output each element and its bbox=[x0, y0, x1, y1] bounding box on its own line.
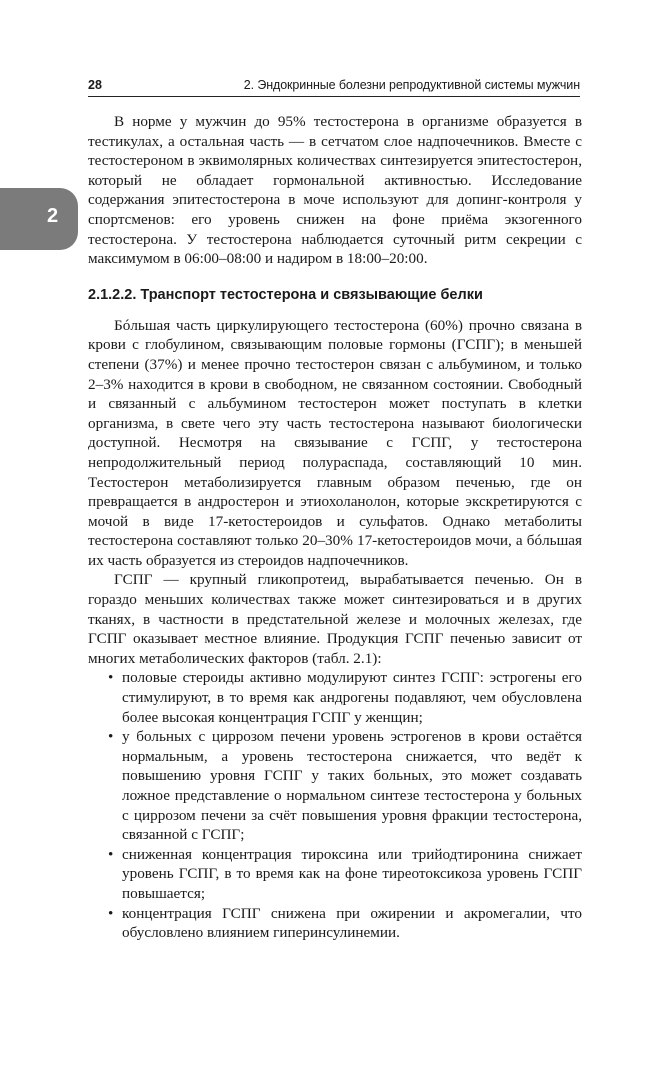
list-item bbox=[88, 904, 582, 943]
list-item bbox=[88, 668, 582, 727]
bullet-icon: • bbox=[108, 904, 114, 922]
paragraph-3: ГСПГ — крупный гликопротеид, вырабатывается печенью. Он в гораздо меньших количествах также может синтезироваться и в других тканях, в частности в предстательной железе и молочных железах, где ГСПГ оказывает местное влияние. Продукция ГСПГ печенью зависит от многих метаболических факторов (табл. 2.1): bbox=[88, 571, 582, 667]
bullet-icon: • bbox=[108, 669, 114, 687]
page-body bbox=[88, 112, 582, 943]
list-item-text: половые стероиды активно модулируют синтез ГСПГ: эстрогены его стимулируют, в то время как андрогены подавляют, чем обусловлена более высокая концентрация ГСПГ у женщин; bbox=[122, 669, 582, 726]
list-item bbox=[88, 845, 582, 904]
chapter-tab-label: 2 bbox=[47, 205, 59, 227]
section-heading: 2.1.2.2. Транспорт тестостерона и связывающие белки bbox=[88, 286, 483, 303]
list-item bbox=[88, 727, 582, 845]
running-title: 2. Эндокринные болезни репродуктивной системы мужчин bbox=[243, 78, 580, 92]
chapter-tab bbox=[0, 188, 78, 250]
list-item-text: у больных с циррозом печени уровень эстрогенов в крови остаётся нормальным, а уровень тестостерона снижается, что ведёт к повышению уровня ГСПГ у таких больных, это может создавать ложное представление о нормальном синтезе тестостерона у больных с циррозом печени за счёт повышения уровня фракции тестостерона, связанной с ГСПГ; bbox=[122, 728, 582, 844]
bullet-icon: • bbox=[108, 728, 114, 746]
page-header bbox=[88, 76, 580, 97]
paragraph-1: В норме у мужчин до 95% тестостерона в организме образуется в тестикулах, а остальная часть — в сетчатом слое надпочечников. Вместе с тестостероном в эквимолярных количествах синтезируется эпитестостерон, который не обладает гормональной активностью. Исследование содержания эпитестостерона в моче используют для допинг-контроля у спортсменов: его уровень снижен на фоне приёма экзогенного тестостерона. У тестостерона наблюдается суточный ритм секреции с максимумом в 06:00–08:00 и надиром в 18:00–20:00. bbox=[88, 113, 582, 268]
bullet-list bbox=[88, 668, 582, 942]
page-number: 28 bbox=[88, 78, 102, 92]
list-item-text: сниженная концентрация тироксина или трийодтиронина снижает уровень ГСПГ, в то время как на фоне тиреотоксикоза уровень ГСПГ повышается; bbox=[122, 845, 582, 902]
bullet-icon: • bbox=[108, 845, 114, 863]
list-item-text: концентрация ГСПГ снижена при ожирении и акромегалии, что обусловлено влиянием гиперинсулинемии. bbox=[122, 904, 582, 942]
paragraph-2: Бóльшая часть циркулирующего тестостерона (60%) прочно связана в крови с глобулином, связывающим половые гормоны (ГСПГ); в меньшей степени (37%) и менее прочно тестостерон связан с альбумином, и только 2–3% находится в крови в свободном, не связанном состоянии. Свободный и связанный с альбумином тестостерон может поступать в клетки организма, в свете чего эту часть тестостерона называют биологически доступной. Несмотря на связывание с ГСПГ, у тестостерона непродолжительный период полураспада, составляющий 10 мин. Тестостерон метаболизируется главным образом печенью, где он превращается в андростерон и этиохоланолон, которые экскретируются с мочой в виде 17-кетостероидов и сульфатов. Однако метаболиты тестостерона составляют только 20–30% 17-кетостероидов мочи, а бóльшая их часть образуется из стероидов надпочечников. bbox=[88, 316, 582, 569]
